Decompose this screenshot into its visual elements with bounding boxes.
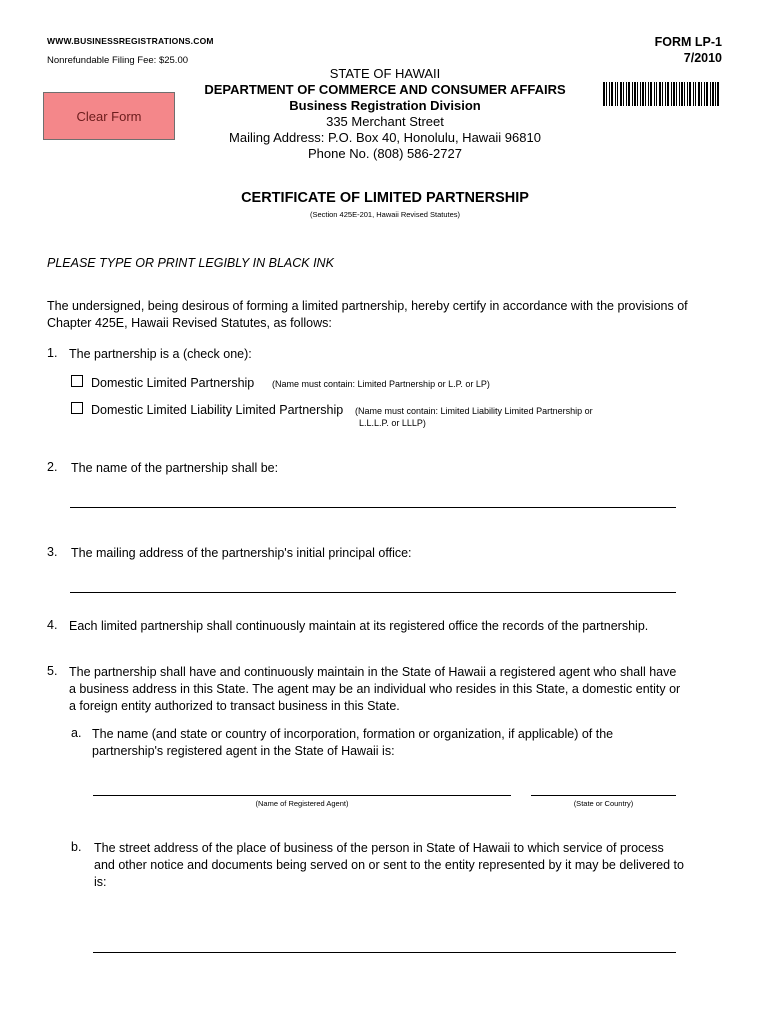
- registered-agent-name-field[interactable]: [93, 795, 511, 796]
- domestic-lllp-note-line1: (Name must contain: Limited Liability Limited Partnership or: [355, 406, 593, 416]
- agent-street-address-field[interactable]: [93, 952, 676, 953]
- agent-name-caption: (Name of Registered Agent): [255, 799, 349, 808]
- item-5b-text: The street address of the place of business of the person in State of Hawaii to which service of process and other notice and documents being served on or sent to the entity represented by it may be delivered to is:: [94, 841, 684, 889]
- form-number-block: [655, 34, 722, 66]
- mailing-address-field[interactable]: [70, 592, 676, 593]
- form-title: CERTIFICATE OF LIMITED PARTNERSHIP: [241, 190, 529, 206]
- item-5a-label: a.: [71, 726, 82, 740]
- domestic-lllp-label: Domestic Limited Liability Limited Partnership: [91, 403, 344, 417]
- item-5b-label: b.: [71, 840, 82, 854]
- statute-reference: (Section 425E-201, Hawaii Revised Statutes): [309, 210, 461, 219]
- state-name: STATE OF HAWAII: [329, 66, 441, 81]
- website-label: WWW.BUSINESSREGISTRATIONS.COM: [47, 36, 214, 46]
- item-1-number: 1.: [47, 346, 58, 360]
- item-3-number: 3.: [47, 545, 58, 559]
- domestic-lp-checkbox[interactable]: [71, 375, 83, 387]
- item-2-number: 2.: [47, 460, 58, 474]
- domestic-lp-note: (Name must contain: Limited Partnership or L.P. or LP): [272, 379, 490, 389]
- state-country-caption: (State or Country): [573, 799, 634, 808]
- item-5a-text: The name (and state or country of incorporation, formation or organization, if applicable) of the partnership's registered agent in the State of Hawaii is:: [92, 727, 614, 758]
- division-name: Business Registration Division: [289, 98, 481, 113]
- agent-state-field[interactable]: [531, 795, 676, 796]
- form-number: FORM LP-1: [654, 35, 722, 49]
- item-3-text: The mailing address of the partnership's initial principal office:: [71, 546, 412, 560]
- street-address: 335 Merchant Street: [326, 114, 444, 129]
- item-1-text: The partnership is a (check one):: [69, 347, 252, 361]
- domestic-lllp-checkbox[interactable]: [71, 402, 83, 414]
- item-4-number: 4.: [47, 618, 58, 632]
- department-name: DEPARTMENT OF COMMERCE AND CONSUMER AFFAIRS: [204, 82, 566, 97]
- item-2-text: The name of the partnership shall be:: [71, 461, 279, 475]
- form-date: 7/2010: [683, 51, 722, 65]
- filing-fee: Nonrefundable Filing Fee: $25.00: [47, 55, 189, 66]
- domestic-lllp-note-line2: L.L.L.P. or LLLP): [359, 418, 426, 428]
- mailing-address: Mailing Address: P.O. Box 40, Honolulu, Hawaii 96810: [229, 130, 541, 145]
- clear-form-button[interactable]: Clear Form: [43, 92, 175, 140]
- item-5-number: 5.: [47, 664, 58, 678]
- phone-number: Phone No. (808) 586-2727: [308, 146, 462, 161]
- item-4-text: Each limited partnership shall continuously maintain at its registered office the records of the partnership.: [69, 619, 649, 633]
- domestic-lp-label: Domestic Limited Partnership: [91, 376, 255, 390]
- item-5-text: The partnership shall have and continuously maintain in the State of Hawaii a registered agent who shall have a business address in this State. The agent may be an individual who resides in this State, a domestic entity or a foreign entity authorized to transact business in this State.: [69, 665, 681, 713]
- intro-paragraph: The undersigned, being desirous of forming a limited partnership, hereby certify in accordance with the provisions of Chapter 425E, Hawaii Revised Statutes, as follows:: [47, 299, 688, 330]
- partnership-name-field[interactable]: [70, 507, 676, 508]
- agency-header: [180, 66, 590, 162]
- barcode-icon: [603, 82, 719, 106]
- ink-instruction: PLEASE TYPE OR PRINT LEGIBLY IN BLACK INK: [47, 256, 334, 270]
